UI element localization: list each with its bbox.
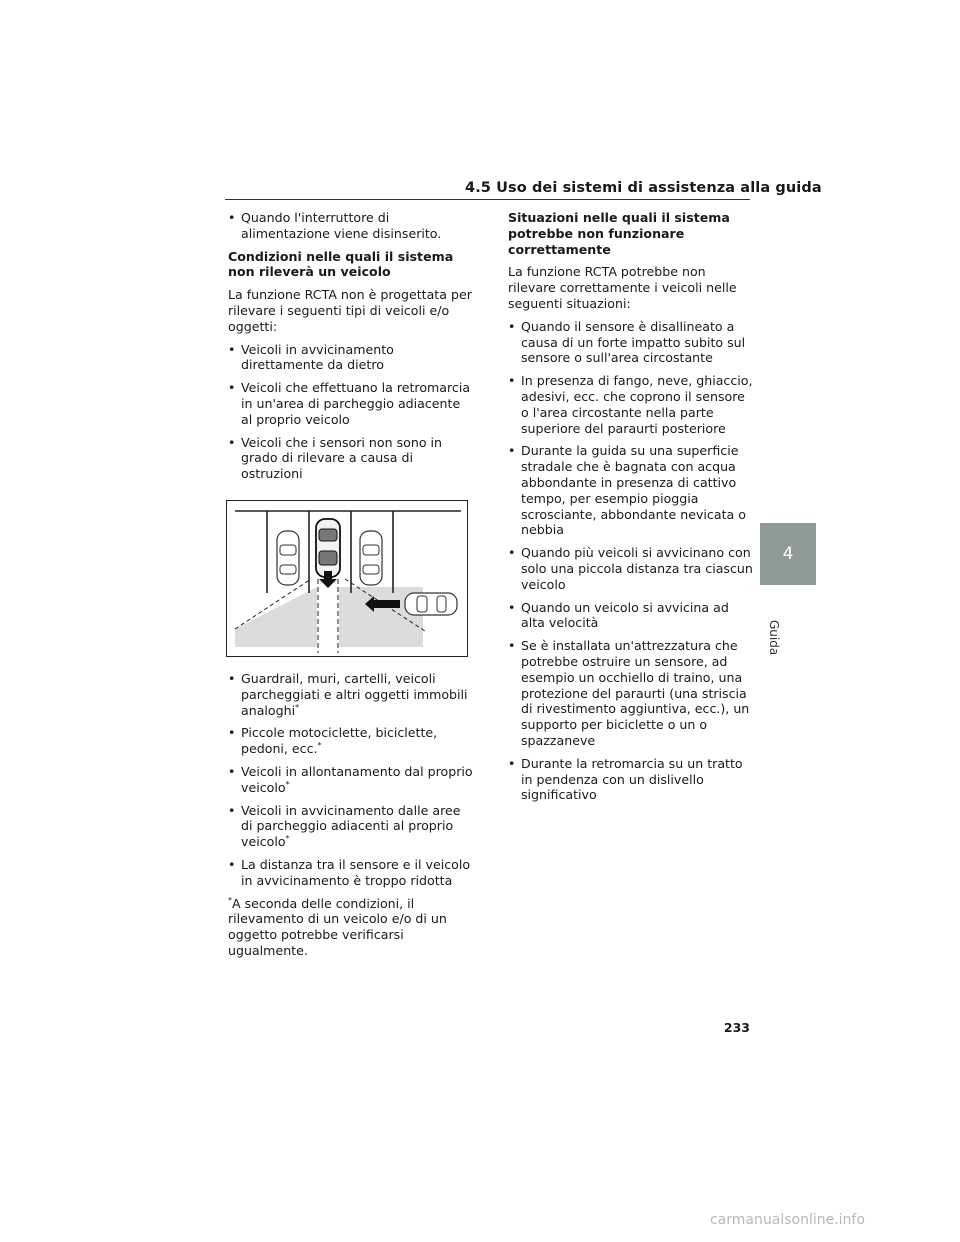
paragraph: La funzione RCTA potrebbe non rilevare correttamente i veicoli nelle seguenti situazioni: <box>508 264 737 311</box>
bullet-dot: • <box>508 318 516 334</box>
list-item: • Se è installata un'attrezzatura che potrebbe ostruire un sensore, ad esempio un occhiello di traino, una protezione del paraurti (una striscia di rivestimento aggiuntiva, ecc.), un supporto per biciclette o un o spazzaneve <box>508 638 750 748</box>
chapter-tab[interactable] <box>760 523 816 585</box>
list-item: • Guardrail, muri, cartelli, veicoli parcheggiati e altri oggetti immobili analoghi* <box>228 670 468 718</box>
car-icon <box>277 531 299 585</box>
bullet-dot: • <box>228 380 236 396</box>
chapter-number: 4 <box>782 544 794 564</box>
section-title: 4.5 Uso dei sistemi di assistenza alla guida <box>465 180 822 196</box>
bullet-dot: • <box>508 373 516 389</box>
footnote-marker: * <box>285 833 290 843</box>
list-item: • La distanza tra il sensore e il veicolo in avvicinamento è troppo ridotta <box>228 856 471 888</box>
bullet-dot: • <box>508 545 516 561</box>
list-item: • In presenza di fango, neve, ghiaccio, adesivi, ecc. che coprono il sensore o l'area circostante nella parte superiore del paraurti posteriore <box>508 373 753 436</box>
bullet-dot: • <box>508 443 516 459</box>
bullet-dot: • <box>228 434 236 450</box>
bullet-dot: • <box>228 725 236 741</box>
parking-diagram <box>227 501 469 658</box>
car-icon <box>360 531 382 585</box>
list-item: • Durante la guida su una superficie stradale che è bagnata con acqua abbondante in presenza di cattivo tempo, per esempio pioggia scrosciante, abbondante nevicata o nebbia <box>508 443 746 538</box>
car-icon <box>405 593 457 615</box>
rcta-illustration <box>226 500 468 657</box>
page-number: 233 <box>723 1020 750 1035</box>
bullet-dot: • <box>228 210 236 225</box>
list-item: • Quando l'interruttore di alimentazione viene disinserito. <box>228 210 442 241</box>
list-item: • Piccole motociclette, biciclette, pedoni, ecc.* <box>228 725 438 757</box>
bullet-dot: • <box>228 670 236 686</box>
section-heading: Situazioni nelle quali il sistema potrebbe non funzionare correttamente <box>508 210 730 257</box>
footnote-marker: * <box>317 740 322 750</box>
car-icon <box>316 519 340 577</box>
detection-zone-left <box>235 587 317 647</box>
bullet-dot: • <box>228 802 236 818</box>
header-rule <box>225 199 750 200</box>
list-item: • Quando più veicoli si avvicinano con solo una piccola distanza tra ciascun veicolo <box>508 545 753 592</box>
bullet-dot: • <box>228 856 236 872</box>
right-column <box>508 210 753 810</box>
list-item: • Quando il sensore è disallineato a causa di un forte impatto subito sul sensore o sull'area circostante <box>508 318 746 366</box>
bullet-dot: • <box>508 599 516 615</box>
section-heading: Condizioni nelle quali il sistema non rileverà un veicolo <box>228 248 454 280</box>
list-item: • Veicoli che i sensori non sono in grado di rilevare a causa di ostruzioni <box>228 434 443 482</box>
bullet-dot: • <box>508 638 516 654</box>
list-item: • Veicoli che effettuano la retromarcia in un'area di parcheggio adiacente al proprio veicolo <box>228 380 471 427</box>
list-item: • Quando un veicolo si avvicina ad alta velocità <box>508 599 729 631</box>
footnote-marker: * <box>285 779 290 789</box>
watermark: carmanualsonline.info <box>710 1212 865 1228</box>
footnote-marker: * <box>228 895 232 905</box>
list-item: • Veicoli in avvicinamento dalle aree di parcheggio adiacenti al proprio veicolo* <box>228 802 461 850</box>
bullet-dot: • <box>228 341 236 357</box>
list-item: • Veicoli in avvicinamento direttamente da dietro <box>228 341 394 373</box>
footnote-marker: * <box>295 702 300 712</box>
left-column <box>228 210 473 966</box>
paragraph: La funzione RCTA non è progettata per rilevare i seguenti tipi di veicoli e/o oggetti: <box>228 287 472 334</box>
chapter-label: Guida <box>767 620 781 656</box>
list-item: • Veicoli in allontanamento dal proprio veicolo* <box>228 763 473 795</box>
bullet-dot: • <box>508 755 516 771</box>
bullet-dot: • <box>228 763 236 779</box>
footnote: *A seconda delle condizioni, il rilevamento di un veicolo e/o di un oggetto potrebbe verificarsi ugualmente. <box>228 895 447 958</box>
list-item: • Durante la retromarcia su un tratto in pendenza con un dislivello significativo <box>508 755 743 803</box>
